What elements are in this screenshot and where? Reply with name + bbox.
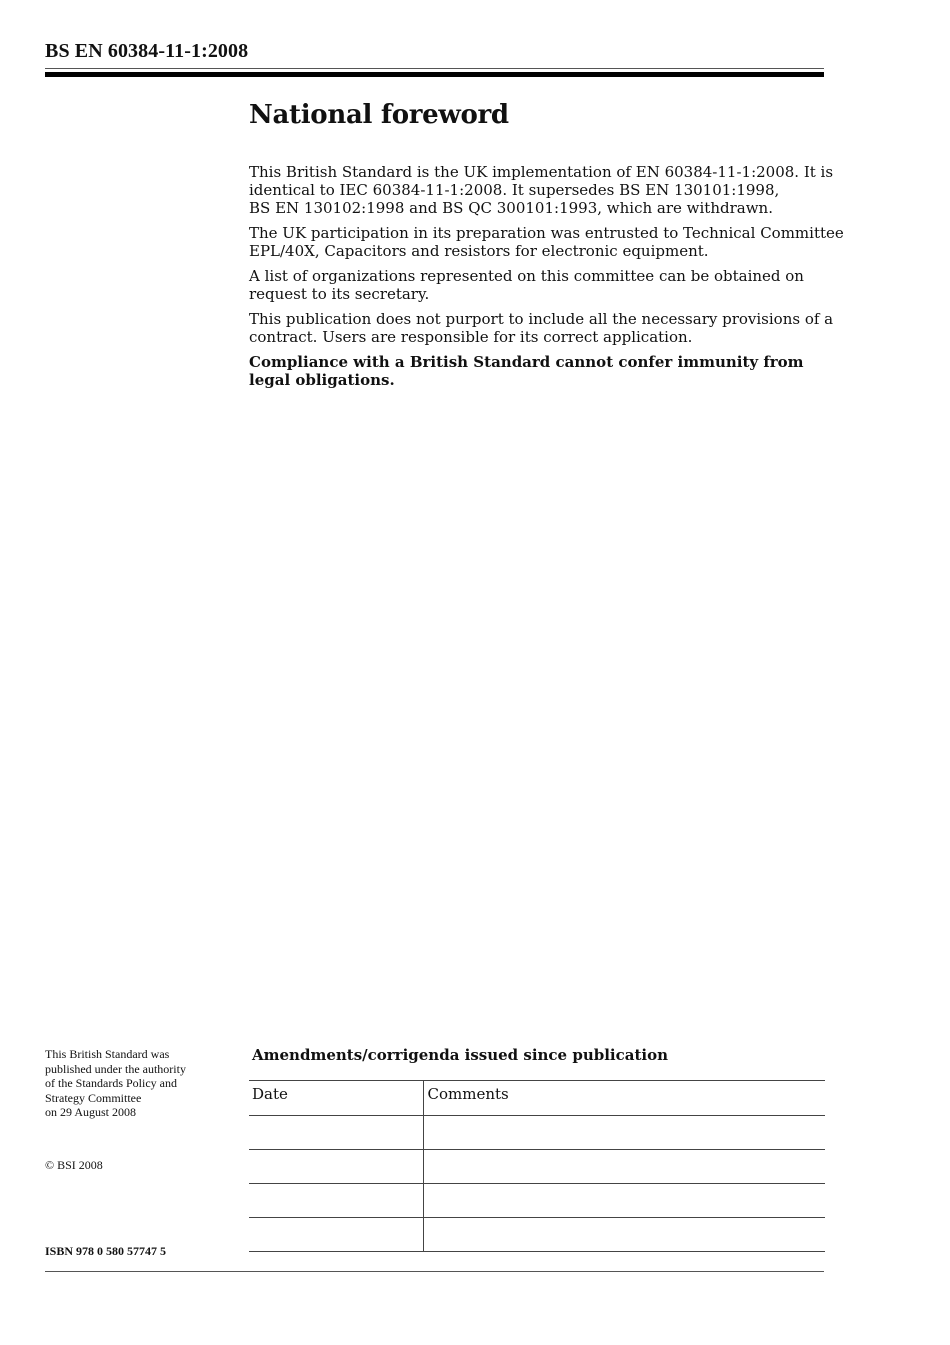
foreword-body: [249, 163, 844, 396]
column-header-date: Date: [249, 1081, 423, 1116]
text-line: of the Standards Policy and: [45, 1076, 177, 1091]
text-line: published under the authority: [45, 1061, 186, 1076]
table-cell: [423, 1184, 825, 1218]
footer-rule: [45, 1271, 824, 1272]
isbn: ISBN 978 0 580 57747 5: [45, 1244, 167, 1258]
text-line: on 29 August 2008: [45, 1105, 137, 1120]
column-header-comments: Comments: [423, 1081, 825, 1116]
table-cell: [249, 1218, 423, 1252]
text-line: request to its secretary.: [249, 285, 430, 303]
header-rule-thick: [45, 72, 824, 77]
table-row: [249, 1150, 825, 1184]
text-line: identical to IEC 60384-11-1:2008. It supersedes BS EN 130101:1998,: [249, 181, 780, 199]
document-code: BS EN 60384-11-1:2008: [45, 40, 249, 62]
paragraph-participation: [249, 224, 844, 260]
text-line: The UK participation in its preparation was entrusted to Technical Committee: [249, 224, 844, 242]
paragraph-compliance: [249, 353, 829, 389]
text-line: Strategy Committee: [45, 1090, 142, 1105]
paragraph-provisions: [249, 310, 834, 346]
text-line: A list of organizations represented on this committee can be obtained on: [249, 267, 804, 285]
amendments-table: [249, 1080, 825, 1252]
table-cell: [249, 1150, 423, 1184]
table-cell: [423, 1150, 825, 1184]
header-rule-thin: [45, 68, 824, 69]
table-cell: [249, 1116, 423, 1150]
table-header-row: [249, 1081, 825, 1116]
text-line: BS EN 130102:1998 and BS QC 300101:1993, which are withdrawn.: [249, 199, 773, 217]
text-line: This publication does not purport to include all the necessary provisions of a: [249, 310, 834, 328]
text-line: EPL/40X, Capacitors and resistors for electronic equipment.: [249, 242, 709, 260]
page-title: National foreword: [249, 100, 509, 130]
text-line: legal obligations.: [249, 371, 395, 389]
copyright: © BSI 2008: [45, 1158, 103, 1172]
table-row: [249, 1218, 825, 1252]
text-line: Compliance with a British Standard cannot confer immunity from: [249, 353, 804, 371]
table-cell: [423, 1218, 825, 1252]
text-line: This British Standard was: [45, 1047, 170, 1061]
table-row: [249, 1116, 825, 1150]
paragraph-implementation: [249, 163, 834, 217]
table-row: [249, 1184, 825, 1218]
publication-note: [45, 1047, 186, 1120]
table-cell: [249, 1184, 423, 1218]
paragraph-committee-list: [249, 267, 829, 303]
text-line: contract. Users are responsible for its correct application.: [249, 328, 693, 346]
text-line: This British Standard is the UK implementation of EN 60384-11-1:2008. It is: [249, 163, 834, 181]
table-cell: [423, 1116, 825, 1150]
amendments-title: Amendments/corrigenda issued since publication: [252, 1046, 668, 1064]
